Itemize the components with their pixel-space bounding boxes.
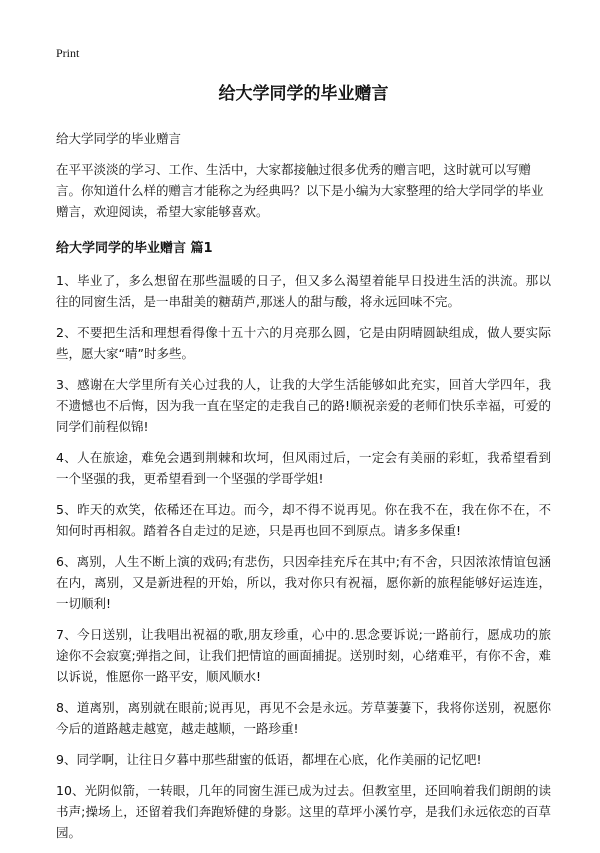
page-title: 给大学同学的毕业赠言 <box>218 84 389 104</box>
list-item: 10、光阴似箭，一转眼，几年的同窗生涯已成为过去。但教室里，还回响着我们朗朗的读书声;操场上，还留着我们奔跑矫健的身影。这里的草坪小溪竹亭，是我们永远依恋的百草园。 <box>56 783 551 840</box>
list-item: 8、道离别，离别就在眼前;说再见，再见不会是永远。芳草萋萋下，我将你送别，祝愿你今后的道路越走越宽，越走越顺，一路珍重! <box>56 700 551 736</box>
section-heading: 给大学同学的毕业赠言 篇1 <box>56 241 213 256</box>
document-page <box>56 42 551 853</box>
list-item: 7、今日送别，让我唱出祝福的歌,朋友珍重，心中的.思念要诉说;一路前行，愿成功的旅途你不会寂寞;弹指之间，让我们把情谊的画面捕捉。送别时刻，心绪难平，有你不舍，难以诉说，惟愿你一路平安，顺风顺水! <box>56 627 551 684</box>
list-item: 2、不要把生活和理想看得像十五十六的月亮那么圆，它是由阴晴圆缺组成，做人要实际些，愿大家“晴”时多些。 <box>56 325 551 361</box>
list-item: 5、昨天的欢笑，依稀还在耳边。而今，却不得不说再见。你在我不在，我在你不在，不知何时再相叙。踏着各自走过的足迹，只是再也回不到原点。请多多保重! <box>56 502 551 538</box>
document-subtitle: 给大学同学的毕业赠言 <box>56 131 182 146</box>
list-item: 6、离别，人生不断上演的戏码;有悲伤，只因牵挂充斥在其中;有不舍，只因浓浓情谊包涵在内，离别，又是新进程的开始，所以，我对你只有祝福，愿你新的旅程能够好运连连，一切顺利! <box>56 554 551 611</box>
list-item: 4、人在旅途，难免会遇到荆棘和坎坷，但风雨过后，一定会有美丽的彩虹，我希望看到一个坚强的我，更希望看到一个坚强的学哥学姐! <box>56 450 551 486</box>
intro-paragraph: 在平平淡淡的学习、工作、生活中，大家都接触过很多优秀的赠言吧，这时就可以写赠言。你知道什么样的赠言才能称之为经典吗？以下是小编为大家整理的给大学同学的毕业赠言，欢迎阅读，希望大家能够喜欢。 <box>56 162 544 219</box>
print-link[interactable]: Print <box>56 46 80 60</box>
list-item: 9、同学啊，让往日夕暮中那些甜蜜的低语，都埋在心底，化作美丽的记忆吧! <box>56 752 482 767</box>
list-item: 3、感谢在大学里所有关心过我的人，让我的大学生活能够如此充实，回首大学四年，我不遗憾也不后悔，因为我一直在坚定的走我自己的路!顺祝亲爱的老师们快乐幸福，可爱的同学们前程似锦! <box>56 377 551 434</box>
list-item: 1、毕业了，多么想留在那些温暖的日子，但又多么渴望着能早日投进生活的洪流。那以往的同窗生活，是一串甜美的糖葫芦,那迷人的甜与酸，将永远回味不完。 <box>56 273 551 309</box>
